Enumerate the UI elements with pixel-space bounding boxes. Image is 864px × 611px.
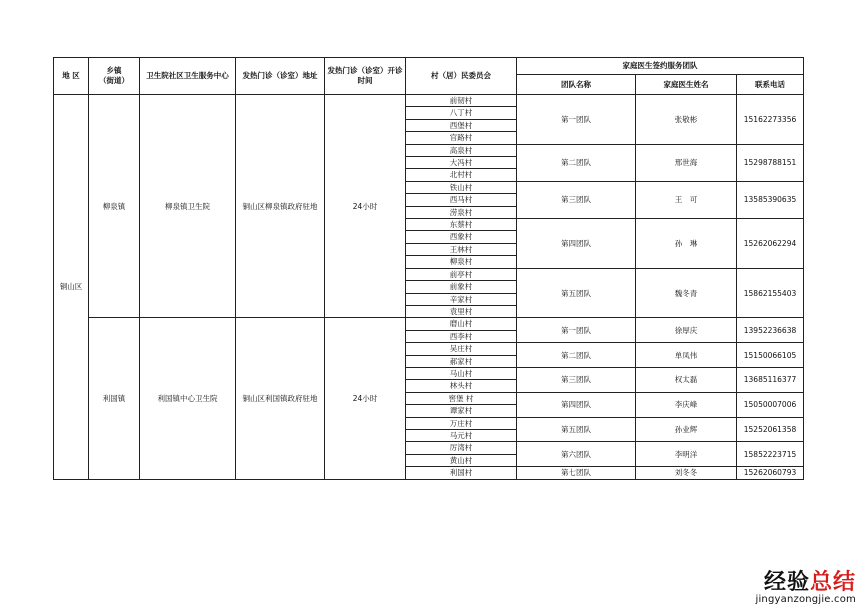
doctor-name-cell: 单凤伟 [636,343,737,368]
phone-cell: 13685116377 [737,367,804,392]
region-cell: 铜山区 [54,95,89,480]
phone-cell: 15298788151 [737,144,804,181]
village-cell: 谭家村 [406,405,517,417]
clinic-cell: 利国镇中心卫生院 [140,318,236,479]
clinic-cell: 柳泉镇卫生院 [140,95,236,318]
watermark-url: jingyanzongjie.com [755,594,856,605]
fever-address-cell: 铜山区柳泉镇政府驻地 [236,95,325,318]
village-cell: 磨山村 [406,318,517,330]
doctor-name-cell: 李庆峰 [636,392,737,417]
header-team-name: 团队名称 [517,75,636,95]
village-cell: 东蔡村 [406,219,517,231]
village-cell: 高泉村 [406,144,517,156]
village-cell: 利国村 [406,467,517,479]
village-cell: 柳泉村 [406,256,517,268]
team-name-cell: 第三团队 [517,181,636,218]
phone-cell: 15252061358 [737,417,804,442]
team-name-cell: 第三团队 [517,367,636,392]
header-row-1 [54,58,804,75]
village-cell: 万庄村 [406,417,517,429]
header-town: 乡镇 （街道） [89,58,140,95]
village-cell: 官路村 [406,132,517,144]
watermark-title-part1: 经验 [763,569,810,595]
village-cell: 袁里村 [406,305,517,317]
doctor-name-cell: 李明洋 [636,442,737,467]
phone-cell: 15162273356 [737,95,804,145]
village-cell: 林头村 [406,380,517,392]
team-name-cell: 第五团队 [517,417,636,442]
fever-address-cell: 铜山区利国镇政府驻地 [236,318,325,479]
table-body [54,58,804,480]
town-cell: 柳泉镇 [89,95,140,318]
phone-cell: 15262062294 [737,219,804,269]
doctor-name-cell: 孙业辉 [636,417,737,442]
team-name-cell: 第二团队 [517,144,636,181]
phone-cell: 15150066105 [737,343,804,368]
team-name-cell: 第七团队 [517,467,636,479]
phone-cell: 13952236638 [737,318,804,343]
doctor-name-cell: 魏冬青 [636,268,737,318]
doctor-name-cell: 王 可 [636,181,737,218]
header-fever-hours: 发热门诊（诊室）开诊时间 [325,58,406,95]
header-village: 村（居）民委员会 [406,58,517,95]
phone-cell: 15262060793 [737,467,804,479]
village-cell: 八丁村 [406,107,517,119]
village-cell: 前韧村 [406,95,517,107]
phone-cell: 15862155403 [737,268,804,318]
village-cell: 涝泉村 [406,206,517,218]
village-cell: 西马村 [406,194,517,206]
doctor-name-cell: 刘冬冬 [636,467,737,479]
team-name-cell: 第二团队 [517,343,636,368]
team-name-cell: 第六团队 [517,442,636,467]
doctor-name-cell: 徐厚庆 [636,318,737,343]
team-name-cell: 第四团队 [517,392,636,417]
phone-cell: 15050007006 [737,392,804,417]
header-region: 地 区 [54,58,89,95]
village-cell: 窖堡 村 [406,392,517,404]
watermark [755,570,856,605]
town-cell: 利国镇 [89,318,140,479]
village-cell: 西象村 [406,231,517,243]
header-clinic: 卫生院社区卫生服务中心 [140,58,236,95]
village-cell: 北村村 [406,169,517,181]
village-cell: 西李村 [406,330,517,342]
header-team-group: 家庭医生签约服务团队 [517,58,804,75]
village-cell: 辛家村 [406,293,517,305]
doctor-team-table [53,57,804,480]
fever-hours-cell: 24小时 [325,318,406,479]
doctor-name-cell: 张敬彬 [636,95,737,145]
village-cell: 郝家村 [406,355,517,367]
header-fever-address: 发热门诊（诊室）地址 [236,58,325,95]
team-name-cell: 第四团队 [517,219,636,269]
village-cell: 马山村 [406,367,517,379]
header-phone: 联系电话 [737,75,804,95]
village-cell: 厉湾村 [406,442,517,454]
village-cell: 吴庄村 [406,343,517,355]
doctor-name-cell: 邢世海 [636,144,737,181]
village-cell: 王林村 [406,243,517,255]
watermark-title-part2: 总结 [809,569,856,595]
village-cell: 前亭村 [406,268,517,280]
watermark-logo [755,570,856,594]
phone-cell: 13585390635 [737,181,804,218]
village-cell: 黄山村 [406,454,517,466]
table-row [54,95,804,107]
village-cell: 大冯村 [406,157,517,169]
phone-cell: 15852223715 [737,442,804,467]
village-cell: 马元村 [406,429,517,441]
doctor-name-cell: 权太磊 [636,367,737,392]
team-name-cell: 第五团队 [517,268,636,318]
team-name-cell: 第一团队 [517,95,636,145]
table-row [54,318,804,330]
village-cell: 铁山村 [406,181,517,193]
team-name-cell: 第一团队 [517,318,636,343]
village-cell: 西堡村 [406,119,517,131]
village-cell: 前象村 [406,281,517,293]
fever-hours-cell: 24小时 [325,95,406,318]
doctor-name-cell: 孙 琳 [636,219,737,269]
header-doctor-name: 家庭医生姓名 [636,75,737,95]
